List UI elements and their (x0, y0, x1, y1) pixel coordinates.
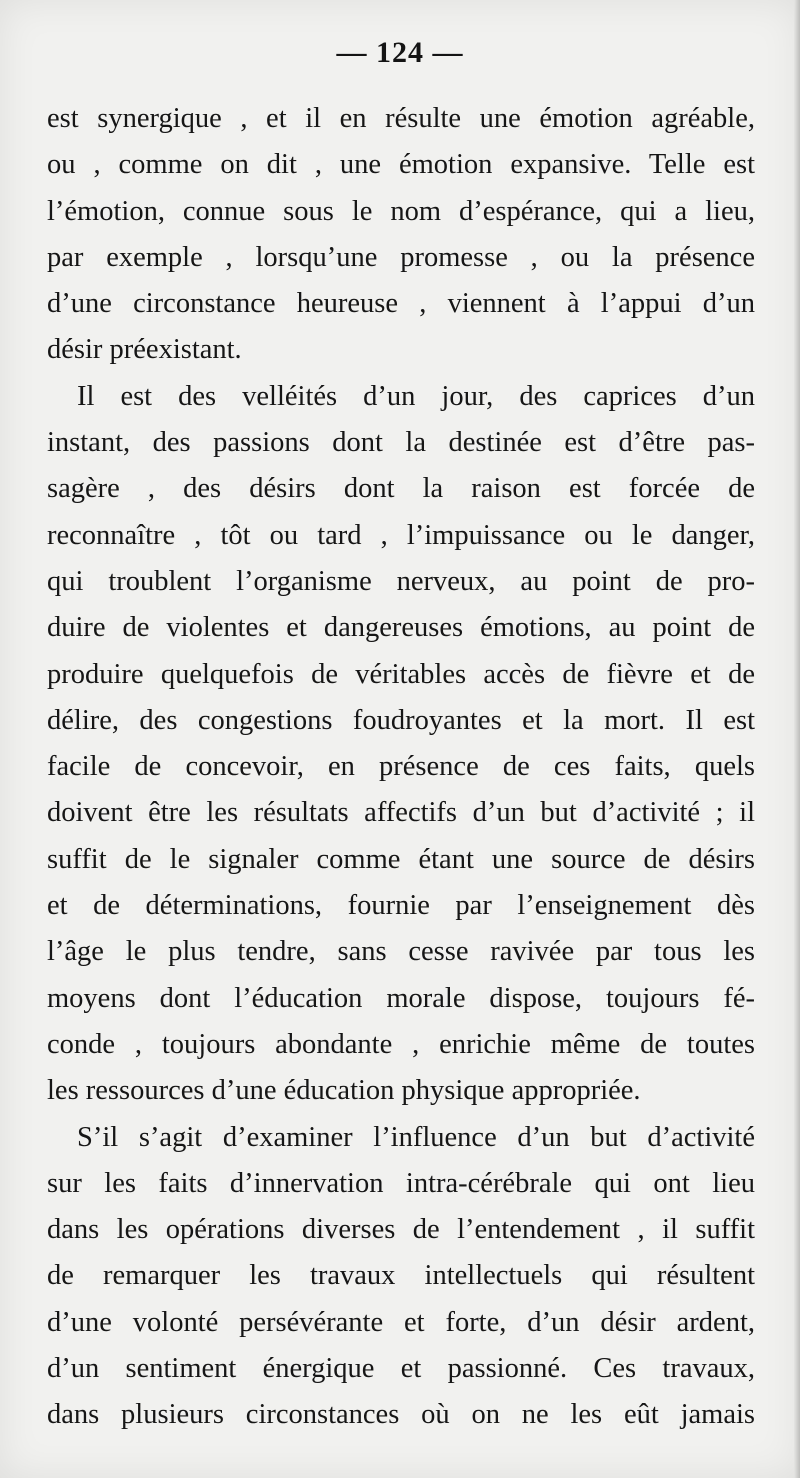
text-line: duire de violentes et dangereuses émotions, au point de (47, 612, 755, 644)
text-line: moyens dont l’éducation morale dispose, toujours fé- (47, 982, 755, 1014)
text-line: d’une volonté persévérante et forte, d’un désir ardent, (47, 1306, 755, 1338)
text-line: conde , toujours abondante , enrichie même de toutes (47, 1028, 755, 1060)
text-line: l’âge le plus tendre, sans cesse ravivée par tous les (47, 936, 755, 968)
text-line: sur les faits d’innervation intra-cérébrale qui ont lieu (47, 1167, 755, 1199)
text-line: les ressources d’une éducation physique appropriée. (47, 1075, 641, 1107)
text-line: qui troublent l’organisme nerveux, au point de pro- (47, 565, 755, 597)
text-line: désir préexistant. (47, 334, 242, 366)
text-line: dans les opérations diverses de l’entendement , il suffit (47, 1214, 755, 1246)
text-line: doivent être les résultats affectifs d’un but d’activité ; il (47, 797, 755, 829)
text-line: et de déterminations, fournie par l’enseignement dès (47, 890, 755, 922)
text-line: produire quelquefois de véritables accès de fièvre et de (47, 658, 755, 690)
page-number: — 124 — (336, 36, 464, 69)
text-line: sagère , des désirs dont la raison est forcée de (47, 473, 755, 505)
text-line: Il est des velléités d’un jour, des caprices d’un (77, 380, 755, 412)
text-line: S’il s’agit d’examiner l’influence d’un but d’activité (77, 1121, 755, 1153)
text-line: reconnaître , tôt ou tard , l’impuissance ou le danger, (47, 519, 755, 551)
text-line: suffit de le signaler comme étant une source de désirs (47, 843, 755, 875)
body-text (47, 96, 755, 1439)
text-line: facile de concevoir, en présence de ces faits, quels (47, 751, 755, 783)
text-line: ou , comme on dit , une émotion expansive. Telle est (47, 149, 755, 181)
text-line: par exemple , lorsqu’une promesse , ou la présence (47, 241, 755, 273)
text-line: délire, des congestions foudroyantes et la mort. Il est (47, 704, 755, 736)
text-line: de remarquer les travaux intellectuels qui résultent (47, 1260, 755, 1292)
text-line: d’un sentiment énergique et passionné. Ces travaux, (47, 1353, 755, 1385)
text-line: instant, des passions dont la destinée est d’être pas- (47, 427, 755, 459)
text-line: d’une circonstance heureuse , viennent à l’appui d’un (47, 288, 755, 320)
page-edge-shadow (794, 0, 800, 1478)
text-line: l’émotion, connue sous le nom d’espérance, qui a lieu, (47, 195, 755, 227)
text-line: dans plusieurs circonstances où on ne les eût jamais (47, 1399, 755, 1431)
text-line: est synergique , et il en résulte une émotion agréable, (47, 103, 755, 134)
